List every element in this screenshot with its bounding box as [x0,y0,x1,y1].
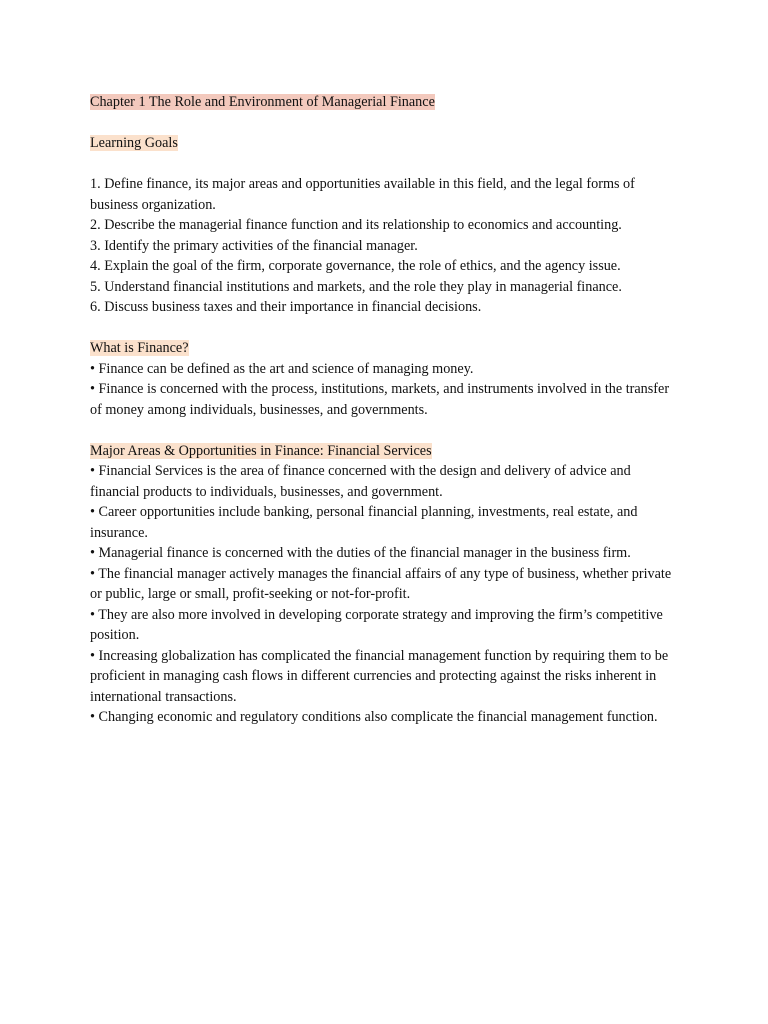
chapter-title: Chapter 1 The Role and Environment of Managerial Finance [90,94,435,110]
chapter-title-line [90,92,680,113]
learning-goal-item: 3. Identify the primary activities of the financial manager. [90,237,418,254]
bullet-item: • Finance is concerned with the process, institutions, markets, and instruments involved in the transfer of money among individuals, businesses, and governments. [90,381,670,418]
learning-goal-item: 2. Describe the managerial finance function and its relationship to economics and accounting. [90,217,622,233]
learning-goal-item: 6. Discuss business taxes and their importance in financial decisions. [90,299,482,315]
document-body [90,92,680,728]
learning-goals-heading-line [90,133,680,154]
learning-goals-list [90,174,680,318]
learning-goal-item: 1. Define finance, its major areas and opportunities available in this field, and the legal forms of business organization. [90,176,635,213]
spacer [90,154,680,175]
major-areas-heading: Major Areas & Opportunities in Finance: Financial Services [90,442,432,459]
bullet-item: • Changing economic and regulatory conditions also complicate the financial management function. [90,709,658,725]
what-is-finance-heading-line [90,338,680,359]
bullet-item: • Financial Services is the area of finance concerned with the design and delivery of advice and financial products to individuals, businesses, and government. [90,463,631,500]
what-is-finance-heading: What is Finance? [90,340,189,356]
major-areas-heading-line [90,441,680,462]
what-is-finance-list [90,359,680,421]
learning-goal-item: 5. Understand financial institutions and markets, and the role they play in managerial finance. [90,278,622,295]
bullet-item: • Finance can be defined as the art and science of managing money. [90,360,474,377]
bullet-item: • The financial manager actively manages the financial affairs of any type of business, whether private or public, large or small, profit-seeking or not-for-profit. [90,565,672,602]
bullet-item: • Increasing globalization has complicated the financial management function by requiring them to be proficient in managing cash flows in different currencies and protecting against the risks inherent in international transactions. [90,647,669,705]
spacer [90,113,680,134]
learning-goal-item: 4. Explain the goal of the firm, corporate governance, the role of ethics, and the agency issue. [90,258,621,274]
bullet-item: • They are also more involved in developing corporate strategy and improving the firm’s competitive position. [90,606,663,643]
major-areas-list [90,461,680,728]
spacer [90,318,680,339]
learning-goals-heading: Learning Goals [90,135,178,151]
bullet-item: • Career opportunities include banking, personal financial planning, investments, real estate, and insurance. [90,504,638,541]
spacer [90,420,680,441]
bullet-item: • Managerial finance is concerned with the duties of the financial manager in the business firm. [90,545,631,561]
